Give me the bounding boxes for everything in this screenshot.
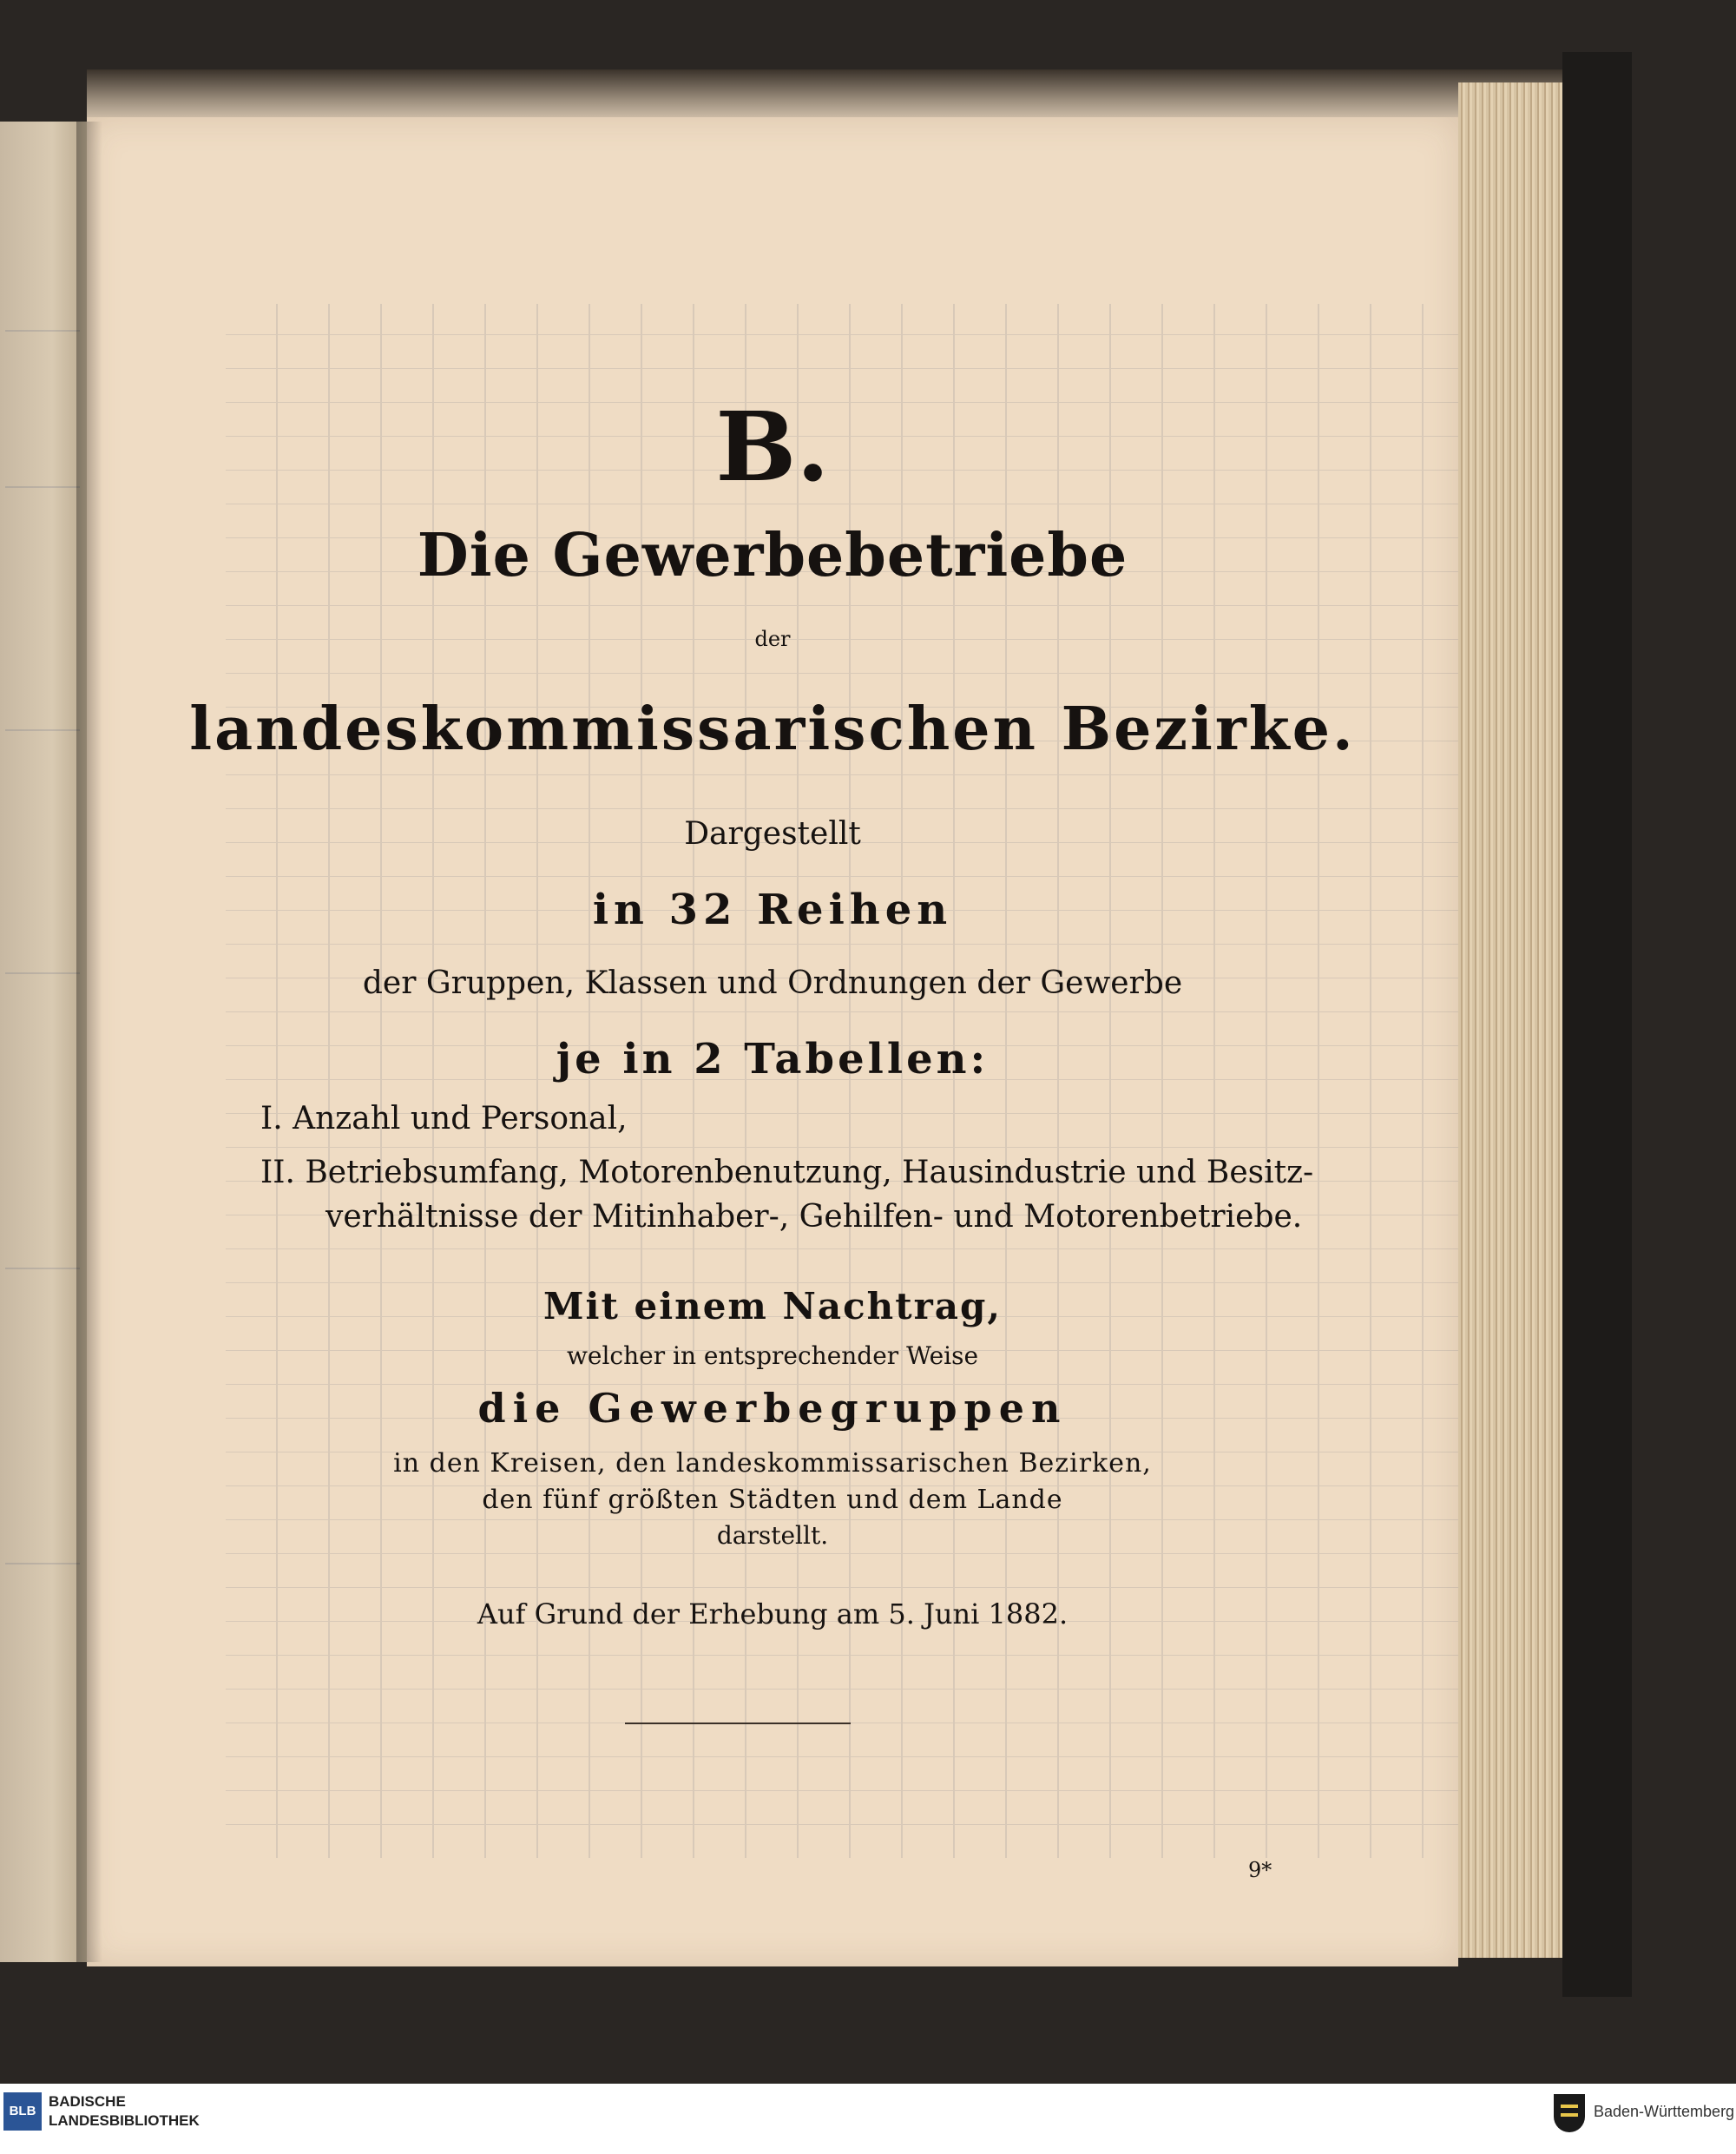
supplement-heading: Mit einem Nachtrag,	[543, 1285, 1002, 1327]
supplement-gewerbegruppen: die Gewerbegruppen	[477, 1385, 1068, 1432]
page-content	[87, 0, 1458, 1997]
title-connector: der	[754, 627, 791, 651]
table-list-item-continuation: verhältnisse der Mitinhaber-, Gehilfen- und Motorenbetriebe.	[326, 1199, 1303, 1235]
library-name	[49, 2092, 200, 2131]
tabellen-text: je in 2 Tabellen:	[556, 1035, 990, 1084]
state-label: Baden-Württemberg	[1594, 2103, 1735, 2120]
blb-logo: BLB	[3, 2092, 42, 2131]
book-cover	[1562, 52, 1632, 1997]
reihen-text: in 32 Reihen	[592, 886, 953, 934]
gruppen-text: der Gruppen, Klassen und Ordnungen der Gewerbe	[362, 965, 1183, 1001]
supplement-fuenf: den fünf größten Städten und dem Lande	[482, 1485, 1063, 1515]
supplement-welcher: welcher in entsprechender Weise	[566, 1341, 979, 1370]
footer-bar	[0, 2084, 1736, 2154]
table-list-item: I. Anzahl und Personal,	[260, 1101, 628, 1136]
page-subtitle: landeskommissarischen Bezirke.	[189, 695, 1356, 764]
supplement-dargestellt: darstellt.	[716, 1521, 829, 1550]
bw-coat-of-arms-icon	[1554, 2094, 1585, 2132]
left-page-edge	[0, 122, 87, 1962]
page-edge-stack	[1458, 82, 1562, 1958]
table-list-item: II. Betriebsumfang, Motorenbenutzung, Hausindustrie und Besitz-	[260, 1155, 1314, 1190]
library-name-line2: LANDESBIBLIOTHEK	[49, 2112, 200, 2129]
page-title: Die Gewerbebetriebe	[417, 521, 1128, 590]
section-letter: B.	[715, 391, 830, 503]
page-number: 9*	[1248, 1858, 1272, 1882]
library-name-line1: BADISCHE	[49, 2093, 126, 2110]
dargestellt-text: Dargestellt	[684, 816, 861, 852]
supplement-kreisen: in den Kreisen, den landeskommissarischen Bezirken,	[393, 1448, 1152, 1479]
divider-rule	[625, 1723, 851, 1724]
survey-basis: Auf Grund der Erhebung am 5. Juni 1882.	[477, 1597, 1069, 1630]
